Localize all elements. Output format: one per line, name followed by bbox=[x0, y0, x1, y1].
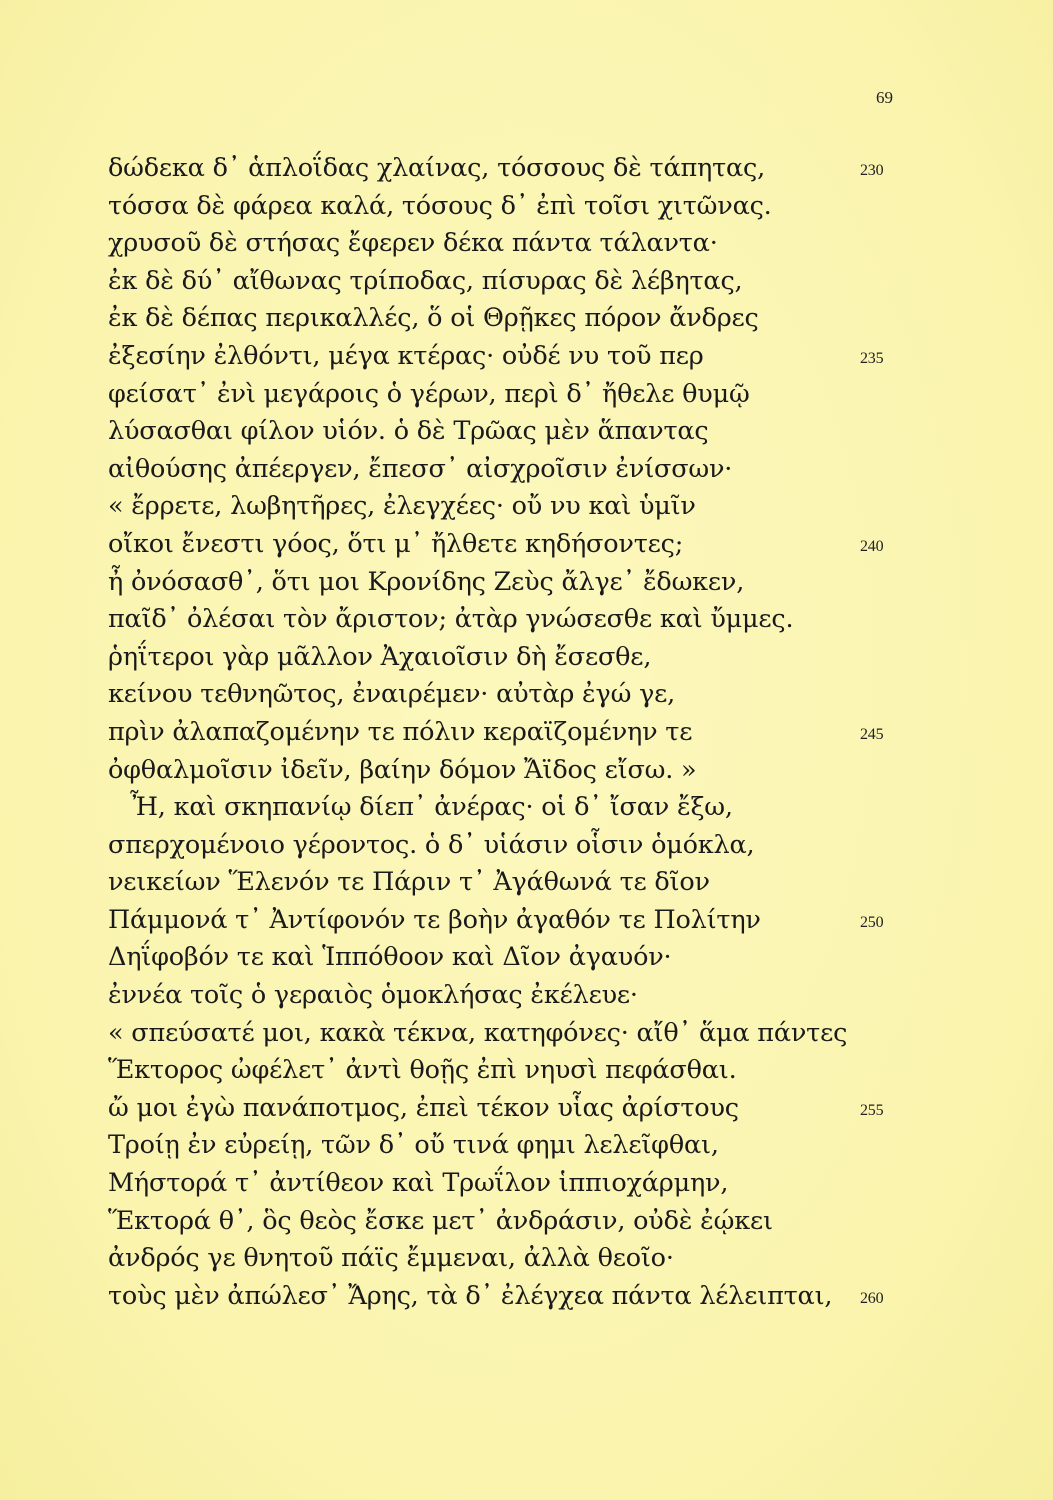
verse-text: πρὶν ἀλαπαζομένην τε πόλιν κεραϊζομένην τε bbox=[108, 716, 693, 747]
verse-line bbox=[108, 977, 908, 1015]
verse-line bbox=[108, 639, 908, 677]
verse-line bbox=[108, 150, 908, 188]
verse-text: οἴκοι ἔνεστι γόος, ὅτι μ᾽ ἤλθετε κηδήσοντες; bbox=[108, 528, 684, 559]
verse-text: Ἕκτορος ὠφέλετ᾽ ἀντὶ θοῇς ἐπὶ νηυσὶ πεφάσθαι. bbox=[108, 1055, 737, 1086]
verse-text: φείσατ᾽ ἐνὶ μεγάροις ὁ γέρων, περὶ δ᾽ ἤθελε θυμῷ bbox=[108, 378, 750, 409]
verse-text: Πάμμονά τ᾽ Ἀντίφονόν τε βοὴν ἀγαθόν τε Πολίτην bbox=[108, 904, 761, 935]
verse-line bbox=[108, 263, 908, 301]
verse-text: ῥηΐτεροι γὰρ μᾶλλον Ἀχαιοῖσιν δὴ ἔσεσθε, bbox=[108, 641, 652, 672]
verse-text: ἐξεσίην ἐλθόντι, μέγα κτέρας· οὐδέ νυ τοῦ περ bbox=[108, 340, 704, 371]
line-number: 245 bbox=[860, 725, 884, 743]
verse-line bbox=[108, 451, 908, 489]
verse-line bbox=[108, 1278, 908, 1316]
verse-line bbox=[108, 488, 908, 526]
verse-text: ὀφθαλμοῖσιν ἰδεῖν, βαίην δόμον Ἄϊδος εἴσω. » bbox=[108, 754, 697, 785]
line-number: 235 bbox=[860, 349, 884, 367]
verse-text: ἀνδρός γε θνητοῦ πάϊς ἔμμεναι, ἀλλὰ θεοῖο· bbox=[108, 1243, 674, 1274]
verse-line bbox=[108, 1090, 908, 1128]
verse-text: « σπεύσατέ μοι, κακὰ τέκνα, κατηφόνες· αἴθ᾽ ἅμα πάντες bbox=[108, 1017, 848, 1048]
line-number: 250 bbox=[860, 913, 884, 931]
verse-text: ἐννέα τοῖς ὁ γεραιὸς ὁμοκλήσας ἐκέλευε· bbox=[108, 980, 638, 1011]
verse-line bbox=[108, 1127, 908, 1165]
line-number: 230 bbox=[860, 162, 884, 179]
verse-text: Μήστορά τ᾽ ἀντίθεον καὶ Τρωΐλον ἱππιοχάρμην, bbox=[108, 1168, 729, 1199]
verse-text: Τροίῃ ἐν εὐρείῃ, τῶν δ᾽ οὔ τινά φημι λελεῖφθαι, bbox=[108, 1130, 719, 1161]
verse-line bbox=[108, 300, 908, 338]
verse-text: Ἦ, καὶ σκηπανίῳ δίεπ᾽ ἀνέρας· οἱ δ᾽ ἴσαν ἔξω, bbox=[130, 792, 733, 823]
verse-line bbox=[108, 714, 908, 752]
verse-text: ἦ ὀνόσασθ᾽, ὅτι μοι Κρονίδης Ζεὺς ἄλγε᾽ ἔδωκεν, bbox=[108, 566, 745, 597]
verse-line bbox=[108, 676, 908, 714]
verse-text: παῖδ᾽ ὀλέσαι τὸν ἄριστον; ἀτὰρ γνώσεσθε καὶ ὔμμες. bbox=[108, 604, 794, 635]
line-number: 255 bbox=[860, 1101, 884, 1119]
page-number: 69 bbox=[876, 88, 893, 107]
verse-line bbox=[108, 1165, 908, 1203]
verse-text: χρυσοῦ δὲ στήσας ἔφερεν δέκα πάντα τάλαντα· bbox=[108, 228, 718, 259]
verse-line bbox=[108, 939, 908, 977]
verse-text: ἐκ δὲ δύ᾽ αἴθωνας τρίποδας, πίσυρας δὲ λέβητας, bbox=[108, 265, 743, 296]
verse-line bbox=[108, 564, 908, 602]
verse-text: δώδεκα δ᾽ ἁπλοΐδας χλαίνας, τόσσους δὲ τάπητας, bbox=[108, 153, 766, 183]
verse-line bbox=[108, 376, 908, 414]
verse-line bbox=[108, 338, 908, 376]
verse-line bbox=[108, 752, 908, 790]
line-number: 240 bbox=[860, 537, 884, 555]
verse-text: κείνου τεθνηῶτος, ἐναιρέμεν· αὐτὰρ ἐγώ γε, bbox=[108, 679, 676, 710]
verse-text: νεικείων Ἕλενόν τε Πάριν τ᾽ Ἀγάθωνά τε δῖον bbox=[108, 867, 710, 898]
verse-text: τοὺς μὲν ἀπώλεσ᾽ Ἄρης, τὰ δ᾽ ἐλέγχεα πάντα λέλειπται, bbox=[108, 1280, 833, 1311]
verse-text: Δηΐφοβόν τε καὶ Ἱππόθοον καὶ Δῖον ἀγαυόν· bbox=[108, 942, 672, 973]
verse-text: « ἔρρετε, λωβητῆρες, ἐλεγχέες· οὔ νυ καὶ ὑμῖν bbox=[108, 491, 696, 522]
verse-text: λύσασθαι φίλον υἱόν. ὁ δὲ Τρῶας μὲν ἅπαντας bbox=[108, 416, 709, 447]
verse-line bbox=[108, 601, 908, 639]
verse-line bbox=[108, 413, 908, 451]
verse-line bbox=[108, 1015, 908, 1053]
verse-line bbox=[108, 526, 908, 564]
verse-block bbox=[108, 150, 908, 1315]
verse-line bbox=[108, 1052, 908, 1090]
verse-line bbox=[108, 864, 908, 902]
verse-line bbox=[108, 902, 908, 940]
verse-line bbox=[108, 1203, 908, 1241]
verse-text: αἰθούσης ἀπέεργεν, ἔπεσσ᾽ αἰσχροῖσιν ἐνίσσων· bbox=[108, 453, 733, 484]
verse-line bbox=[108, 188, 908, 226]
verse-text: ὤ μοι ἐγὼ πανάποτμος, ἐπεὶ τέκον υἷας ἀρίστους bbox=[108, 1092, 739, 1123]
verse-text: σπερχομένοιο γέροντος. ὁ δ᾽ υἱάσιν οἷσιν ὁμόκλα, bbox=[108, 829, 755, 860]
verse-text: ἐκ δὲ δέπας περικαλλές, ὅ οἱ Θρῇκες πόρον ἄνδρες bbox=[108, 303, 759, 334]
verse-text: τόσσα δὲ φάρεα καλά, τόσους δ᾽ ἐπὶ τοῖσι χιτῶνας. bbox=[108, 190, 772, 221]
verse-line bbox=[108, 789, 908, 827]
verse-text: Ἕκτορά θ᾽, ὃς θεὸς ἔσκε μετ᾽ ἀνδράσιν, οὐδὲ ἐῴκει bbox=[108, 1205, 773, 1236]
line-number: 260 bbox=[860, 1289, 884, 1307]
verse-line bbox=[108, 225, 908, 263]
verse-line bbox=[108, 827, 908, 865]
verse-line bbox=[108, 1240, 908, 1278]
